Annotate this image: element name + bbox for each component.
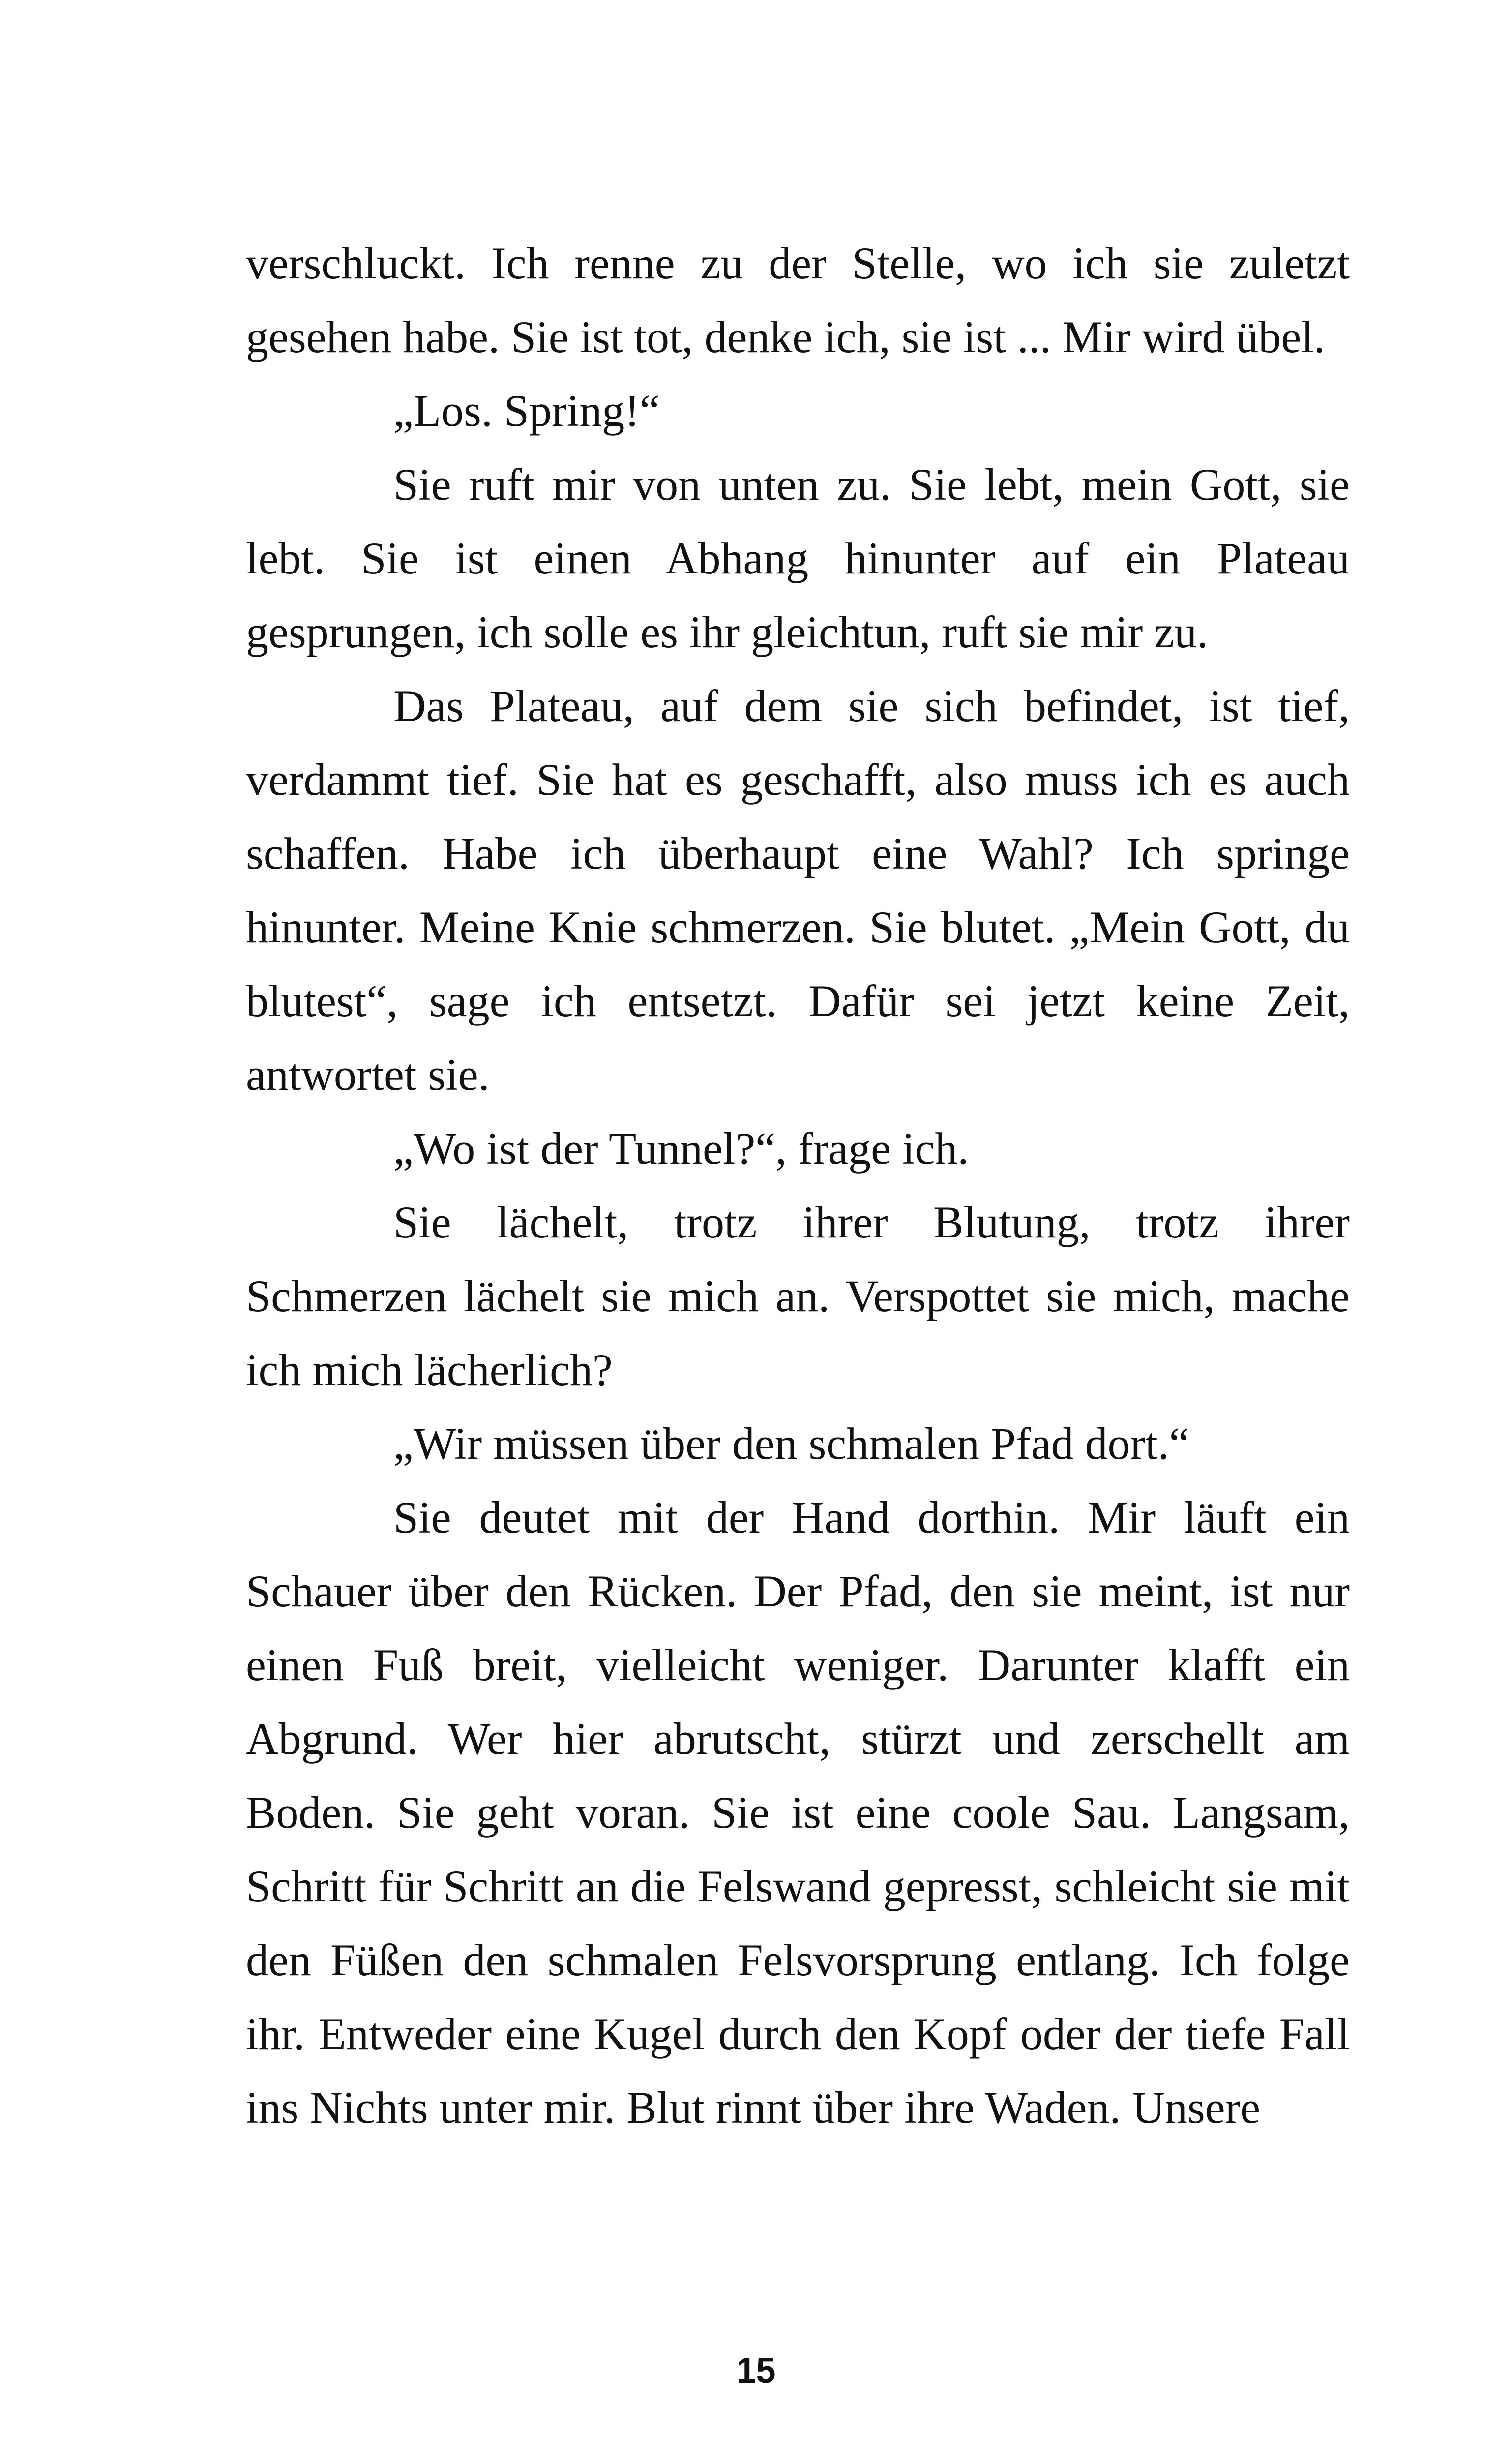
- page-number: 15: [736, 2351, 776, 2390]
- paragraph-4: Das Plateau, auf dem sie sich befindet, ist tief, verdammt tief. Sie hat es geschafft, also muss ich es auch schaffen. Habe ich überhaupt eine Wahl? Ich springe hinunter. Meine Knie schmerzen. Sie blutet. „Mein Gott, du blutest“, sage ich entsetzt. Dafür sei jetzt keine Zeit, antwortet sie.: [246, 681, 1350, 1100]
- body-text: [246, 226, 1350, 2144]
- paragraph-5: „Wo ist der Tunnel?“, frage ich.: [393, 1123, 969, 1174]
- paragraph-2: „Los. Spring!“: [393, 386, 660, 436]
- paragraph-1: verschluckt. Ich renne zu der Stelle, wo ich sie zuletzt gesehen habe. Sie ist tot, denke ich, sie ist ... Mir wird übel.: [246, 238, 1350, 362]
- paragraph-6: Sie lächelt, trotz ihrer Blutung, trotz ihrer Schmerzen lächelt sie mich an. Verspottet sie mich, mache ich mich lächerlich?: [246, 1197, 1350, 1395]
- paragraph-8: Sie deutet mit der Hand dorthin. Mir läuft ein Schauer über den Rücken. Der Pfad, den sie meint, ist nur einen Fuß breit, vielleicht weniger. Darunter klafft ein Abgrund. Wer hier abrutscht, stürzt und zerschellt am Boden. Sie geht voran. Sie ist eine coole Sau. Langsam, Schritt für Schritt an die Felswand gepresst, schleicht sie mit den Füßen den schmalen Felsvorsprung entlang. Ich folge ihr. Entweder eine Kugel durch den Kopf oder der tiefe Fall ins Nichts unter mir. Blut rinnt über ihre Waden. Unsere: [246, 1492, 1350, 2133]
- paragraph-3: Sie ruft mir von unten zu. Sie lebt, mein Gott, sie lebt. Sie ist einen Abhang hinunter auf ein Plateau gesprungen, ich solle es ihr gleichtun, ruft sie mir zu.: [246, 459, 1350, 657]
- paragraph-7: „Wir müssen über den schmalen Pfad dort.“: [393, 1418, 1189, 1469]
